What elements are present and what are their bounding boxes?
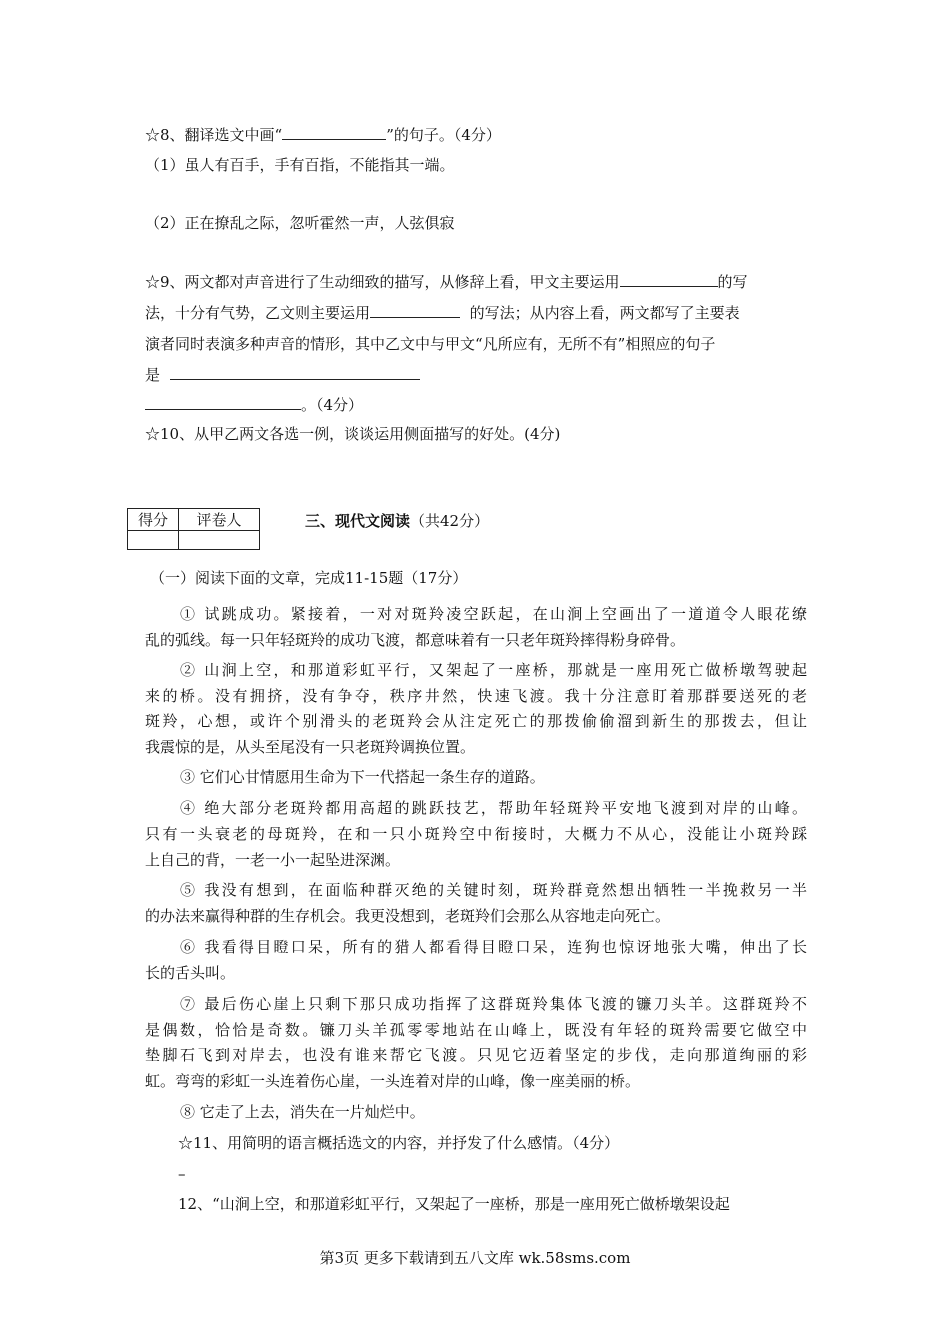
paragraph-4-line-1: ④ 绝大部分老斑羚都用高超的跳跃技艺，帮助年轻斑羚平安地飞渡到对岸的山峰。 <box>180 799 807 817</box>
paragraph-7-line-3: 垫脚石飞到对岸去，也没有谁来帮它飞渡。只见它迈着坚定的步伐，走向那道绚丽的彩 <box>145 1046 807 1064</box>
q10-line: ☆10、从甲乙两文各选一例，谈谈运用侧面描写的好处。(4分) <box>145 425 561 443</box>
part-1-intro: （一）阅读下面的文章，完成11-15题（17分） <box>150 569 468 587</box>
score-label: 得分 <box>128 509 179 531</box>
q11-answer-mark: – <box>178 1165 186 1183</box>
q9-answer-blank-4[interactable] <box>145 395 301 410</box>
section-3-title: 三、现代文阅读 <box>305 512 411 530</box>
paragraph-5-line-2: 的办法来赢得种群的生存机会。我更没想到，老斑羚们会那么从容地走向死亡。 <box>145 907 671 925</box>
q9-answer-blank-2[interactable] <box>370 303 460 318</box>
grader-cell[interactable] <box>179 531 260 550</box>
q8-line <box>145 125 501 145</box>
q12-line: 12、“山涧上空，和那道彩虹平行，又架起了一座桥，那是一座用死亡做桥墩架设起 <box>178 1195 730 1213</box>
paragraph-7-line-4: 虹。弯弯的彩虹一头连着伤心崖，一头连着对岸的山峰，像一座美丽的桥。 <box>145 1072 641 1090</box>
grader-label: 评卷人 <box>179 509 260 531</box>
paragraph-2-line-3: 斑羚，心想，或许个别滑头的老斑羚会从注定死亡的那拨偷偷溜到新生的那拨去，但让 <box>145 712 807 730</box>
page-footer: 第3页 更多下载请到五八文库 wk.58sms.com <box>319 1249 631 1267</box>
paragraph-6-line-2: 长的舌头叫。 <box>145 964 236 982</box>
paragraph-7-line-1: ⑦ 最后伤心崖上只剩下那只成功指挥了这群斑羚集体飞渡的镰刀头羊。这群斑羚不 <box>180 995 807 1013</box>
paragraph-2-line-1: ② 山涧上空，和那道彩虹平行，又架起了一座桥，那就是一座用死亡做桥墩驾驶起 <box>180 661 807 679</box>
paragraph-1-line-2: 乱的弧线。每一只年轻斑羚的成功飞渡，都意味着有一只老年斑羚摔得粉身碎骨。 <box>145 631 686 649</box>
q9-answer-blank-3[interactable] <box>170 365 420 380</box>
q9-line-3: 演者同时表演多种声音的情形，其中乙文中与甲文“凡所应有，无所不有”相照应的句子 <box>145 335 716 353</box>
paragraph-4-line-2: 只有一头衰老的母斑羚，在和一只小斑羚空中衔接时，大概力不从心，没能让小斑羚踩 <box>145 825 807 843</box>
q9-line-1 <box>145 272 748 292</box>
q9-line-1-text: ☆9、两文都对声音进行了生动细致的描写，从修辞上看，甲文主要运用 <box>145 273 620 291</box>
paragraph-7-line-2: 是偶数，恰恰是奇数。镰刀头羊孤零零地站在山峰上，既没有年轻的斑羚需要它做空中 <box>145 1021 807 1039</box>
score-cell[interactable] <box>128 531 179 550</box>
q8-sentence-2: （2）正在撩乱之际，忽听霍然一声，人弦俱寂 <box>145 214 455 232</box>
q9-line-2 <box>145 303 740 323</box>
paragraph-3-line-1: ③ 它们心甘情愿用生命为下一代搭起一条生存的道路。 <box>180 768 545 786</box>
q9-line-1-end: 的写 <box>717 273 748 291</box>
q8-underline-blank <box>282 125 386 140</box>
q8-prefix: ☆8、翻译选文中画“ <box>145 126 283 144</box>
score-table <box>127 508 260 550</box>
paragraph-4-line-3: 上自己的背，一老一小一起坠进深渊。 <box>145 851 401 869</box>
paragraph-5-line-1: ⑤ 我没有想到，在面临种群灭绝的关键时刻，斑羚群竟然想出牺牲一半挽救另一半 <box>180 881 807 899</box>
paragraph-2-line-4: 我震惊的是，从头至尾没有一只老斑羚调换位置。 <box>145 738 476 756</box>
q9-answer-blank-1[interactable] <box>620 272 718 287</box>
paragraph-8-line-1: ⑧ 它走了上去，消失在一片灿烂中。 <box>180 1103 425 1121</box>
q9-line-5 <box>145 395 363 415</box>
q9-line-4 <box>145 365 420 385</box>
q8-sentence-1: （1）虽人有百手，手有百指，不能指其一端。 <box>145 156 455 174</box>
paragraph-6-line-1: ⑥ 我看得目瞪口呆，所有的猎人都看得目瞪口呆，连狗也惊讶地张大嘴，伸出了长 <box>180 938 807 956</box>
q9-line-4-text: 是 <box>145 366 161 384</box>
q9-line-2-end: 的写法；从内容上看，两文都写了主要表 <box>469 304 740 322</box>
paragraph-1-line-1: ① 试跳成功。紧接着，一对对斑羚凌空跃起，在山涧上空画出了一道道令人眼花缭 <box>180 605 807 623</box>
section-3-heading <box>305 511 489 531</box>
paragraph-2-line-2: 来的桥。没有拥挤，没有争夺，秩序井然，快速飞渡。我十分注意盯着那群要送死的老 <box>145 687 807 705</box>
q11-line: ☆11、用简明的语言概括选文的内容，并抒发了什么感情。（4分） <box>178 1134 620 1152</box>
q8-suffix: ”的句子。（4分） <box>386 126 501 144</box>
section-3-points: （共42分） <box>410 512 490 530</box>
q9-line-2-text: 法，十分有气势，乙文则主要运用 <box>145 304 371 322</box>
q9-points: 。（4分） <box>301 396 364 414</box>
